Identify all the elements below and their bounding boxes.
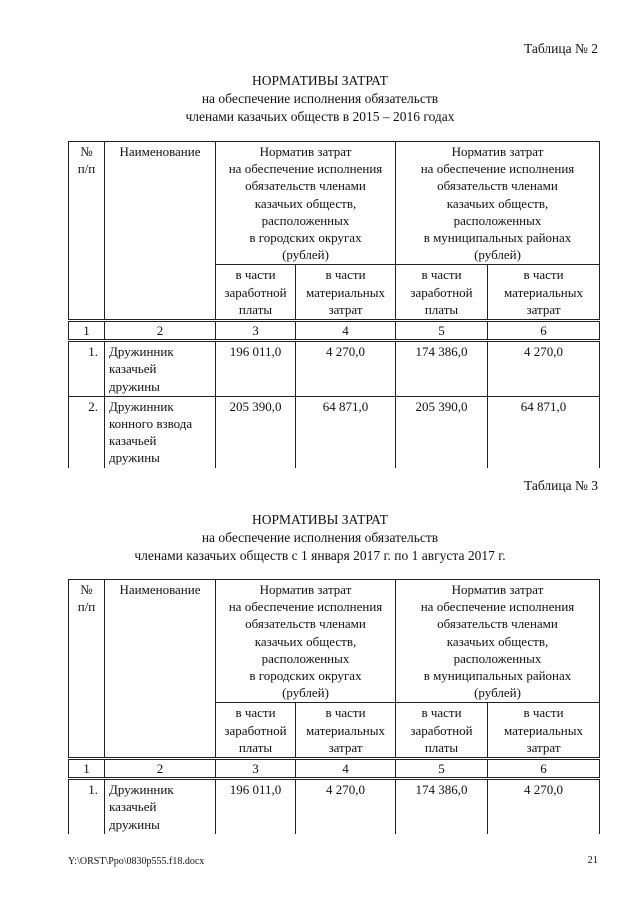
column-number: 6	[488, 321, 600, 341]
subheader-material-line: материальных	[504, 284, 583, 300]
footer-file-path: Y:\ORST\Ppo\0830p555.f18.docx	[68, 856, 205, 867]
header-urban-districts-line: казачьих обществ,	[254, 633, 357, 649]
municipal-salary-value: 174 386,0	[396, 779, 488, 834]
subheader-material-line: затрат	[526, 739, 561, 755]
table-row	[69, 396, 600, 467]
subheader-salary-line: в части	[235, 267, 276, 283]
header-municipal-districts-line: (рублей)	[474, 685, 521, 701]
table-row	[69, 779, 600, 834]
column-number: 2	[105, 759, 216, 779]
header-row	[69, 142, 600, 265]
header-name: Наименование	[105, 142, 216, 321]
subheader-material	[488, 703, 600, 759]
row-number: 1.	[69, 341, 105, 397]
table2-label: Таблица № 2	[524, 41, 598, 56]
table3-label: Таблица № 3	[524, 478, 598, 493]
row-name-line: казачьей	[109, 361, 157, 377]
urban-salary-value: 196 011,0	[216, 341, 296, 397]
header-urban-districts-line: (рублей)	[282, 685, 329, 701]
table2-heading	[40, 72, 600, 126]
column-number: 3	[216, 759, 296, 779]
header-municipal-districts-line: в муниципальных районах	[423, 668, 572, 684]
urban-material-value: 4 270,0	[296, 779, 396, 834]
subheader-salary-line: в части	[235, 705, 276, 721]
header-urban-districts-line: Норматив затрат	[259, 582, 352, 597]
header-num	[69, 580, 105, 759]
header-municipal-districts-line: обязательств членами	[437, 616, 558, 632]
table3	[68, 579, 600, 834]
header-urban-districts	[216, 142, 396, 265]
row-number: 2.	[69, 396, 105, 467]
subheader-material-line: затрат	[328, 739, 363, 755]
subheader-salary-line: заработной	[224, 284, 287, 300]
column-number: 1	[69, 759, 105, 779]
table3-subtitle2: членами казачьих обществ с 1 января 2017 г. по 1 августа 2017 г.	[134, 548, 506, 563]
header-municipal-districts-line: расположенных	[453, 650, 542, 666]
column-number: 5	[396, 759, 488, 779]
column-number-row	[69, 759, 600, 779]
header-urban-districts-line: на обеспечение исполнения	[228, 161, 383, 177]
column-number: 1	[69, 321, 105, 341]
subheader-salary-line: заработной	[410, 722, 473, 738]
header-urban-districts-line: в городских округах	[249, 668, 362, 684]
row-name-line: дружины	[109, 450, 160, 466]
subheader-salary	[216, 265, 296, 321]
subheader-material-line: в части	[325, 705, 366, 721]
header-municipal-districts	[396, 580, 600, 703]
urban-salary-value: 205 390,0	[216, 396, 296, 467]
row-name-line: Дружинник	[109, 398, 174, 414]
subheader-salary-line: заработной	[410, 284, 473, 300]
subheader-salary-line: платы	[424, 739, 459, 755]
row-name-line: казачьей	[109, 433, 157, 449]
header-municipal-districts-line: казачьих обществ,	[446, 195, 549, 211]
subheader-material	[488, 265, 600, 321]
column-number: 4	[296, 321, 396, 341]
column-number: 5	[396, 321, 488, 341]
header-municipal-districts-line: обязательств членами	[437, 178, 558, 194]
header-urban-districts-line: Норматив затрат	[259, 144, 352, 159]
column-number: 2	[105, 321, 216, 341]
table3-heading	[40, 511, 600, 565]
header-municipal-districts	[396, 142, 600, 265]
header-urban-districts-line: обязательств членами	[245, 178, 366, 194]
table2-subtitle1: на обеспечение исполнения обязательств	[201, 91, 439, 106]
subheader-salary-line: в части	[421, 705, 462, 721]
table3-title: НОРМАТИВЫ ЗАТРАТ	[252, 512, 388, 527]
header-urban-districts-line: казачьих обществ,	[254, 195, 357, 211]
header-municipal-districts-line: на обеспечение исполнения	[420, 161, 575, 177]
header-urban-districts-line: расположенных	[261, 212, 350, 228]
header-municipal-districts-line: в муниципальных районах	[423, 230, 572, 246]
row-name-line: Дружинник	[109, 344, 174, 360]
column-number: 6	[488, 759, 600, 779]
municipal-salary-value: 205 390,0	[396, 396, 488, 467]
municipal-material-value: 4 270,0	[488, 779, 600, 834]
row-number: 1.	[69, 779, 105, 834]
subheader-salary-line: заработной	[224, 722, 287, 738]
header-urban-districts-line: (рублей)	[282, 247, 329, 263]
row-name	[105, 341, 216, 397]
subheader-material-line: материальных	[306, 722, 385, 738]
row-name-line: дружины	[109, 378, 160, 394]
header-row	[69, 580, 600, 703]
subheader-salary	[216, 703, 296, 759]
header-municipal-districts-line: казачьих обществ,	[446, 633, 549, 649]
subheader-material-line: в части	[325, 267, 366, 283]
subheader-salary-line: в части	[421, 267, 462, 283]
column-number-row	[69, 321, 600, 341]
header-municipal-districts-line: на обеспечение исполнения	[420, 599, 575, 615]
row-name	[105, 396, 216, 467]
row-name-line: казачьей	[109, 799, 157, 815]
header-num-line: №	[80, 582, 93, 597]
subheader-material-line: затрат	[526, 301, 561, 317]
municipal-material-value: 4 270,0	[488, 341, 600, 397]
table3-subtitle1: на обеспечение исполнения обязательств	[201, 530, 439, 545]
table2-subtitle2: членами казачьих обществ в 2015 – 2016 годах	[185, 109, 455, 124]
subheader-salary-line: платы	[424, 301, 459, 317]
table2	[68, 141, 600, 468]
header-municipal-districts-line: (рублей)	[474, 247, 521, 263]
header-urban-districts-line: обязательств членами	[245, 616, 366, 632]
header-num	[69, 142, 105, 321]
subheader-material	[296, 265, 396, 321]
subheader-salary-line: платы	[238, 301, 273, 317]
subheader-salary-line: платы	[238, 739, 273, 755]
subheader-material	[296, 703, 396, 759]
header-municipal-districts-line: Норматив затрат	[451, 144, 544, 159]
footer-page-number: 21	[587, 855, 598, 866]
header-num-line: п/п	[77, 161, 96, 177]
subheader-material-line: в части	[523, 267, 564, 283]
row-name-line: Дружинник	[109, 782, 174, 798]
header-urban-districts-line: на обеспечение исполнения	[228, 599, 383, 615]
row-name	[105, 779, 216, 834]
header-municipal-districts-line: расположенных	[453, 212, 542, 228]
municipal-salary-value: 174 386,0	[396, 341, 488, 397]
urban-material-value: 64 871,0	[296, 396, 396, 467]
header-num-line: п/п	[77, 599, 96, 615]
header-urban-districts-line: расположенных	[261, 650, 350, 666]
subheader-material-line: в части	[523, 705, 564, 721]
subheader-material-line: затрат	[328, 301, 363, 317]
table-row	[69, 341, 600, 397]
table2-title: НОРМАТИВЫ ЗАТРАТ	[252, 73, 388, 88]
subheader-material-line: материальных	[306, 284, 385, 300]
urban-material-value: 4 270,0	[296, 341, 396, 397]
header-urban-districts-line: в городских округах	[249, 230, 362, 246]
subheader-salary	[396, 265, 488, 321]
municipal-material-value: 64 871,0	[488, 396, 600, 467]
subheader-salary	[396, 703, 488, 759]
row-name-line: дружины	[109, 816, 160, 832]
header-urban-districts	[216, 580, 396, 703]
column-number: 3	[216, 321, 296, 341]
row-name-line: конного взвода	[109, 416, 193, 432]
header-name: Наименование	[105, 580, 216, 759]
subheader-material-line: материальных	[504, 722, 583, 738]
column-number: 4	[296, 759, 396, 779]
urban-salary-value: 196 011,0	[216, 779, 296, 834]
header-num-line: №	[80, 144, 93, 159]
header-municipal-districts-line: Норматив затрат	[451, 582, 544, 597]
